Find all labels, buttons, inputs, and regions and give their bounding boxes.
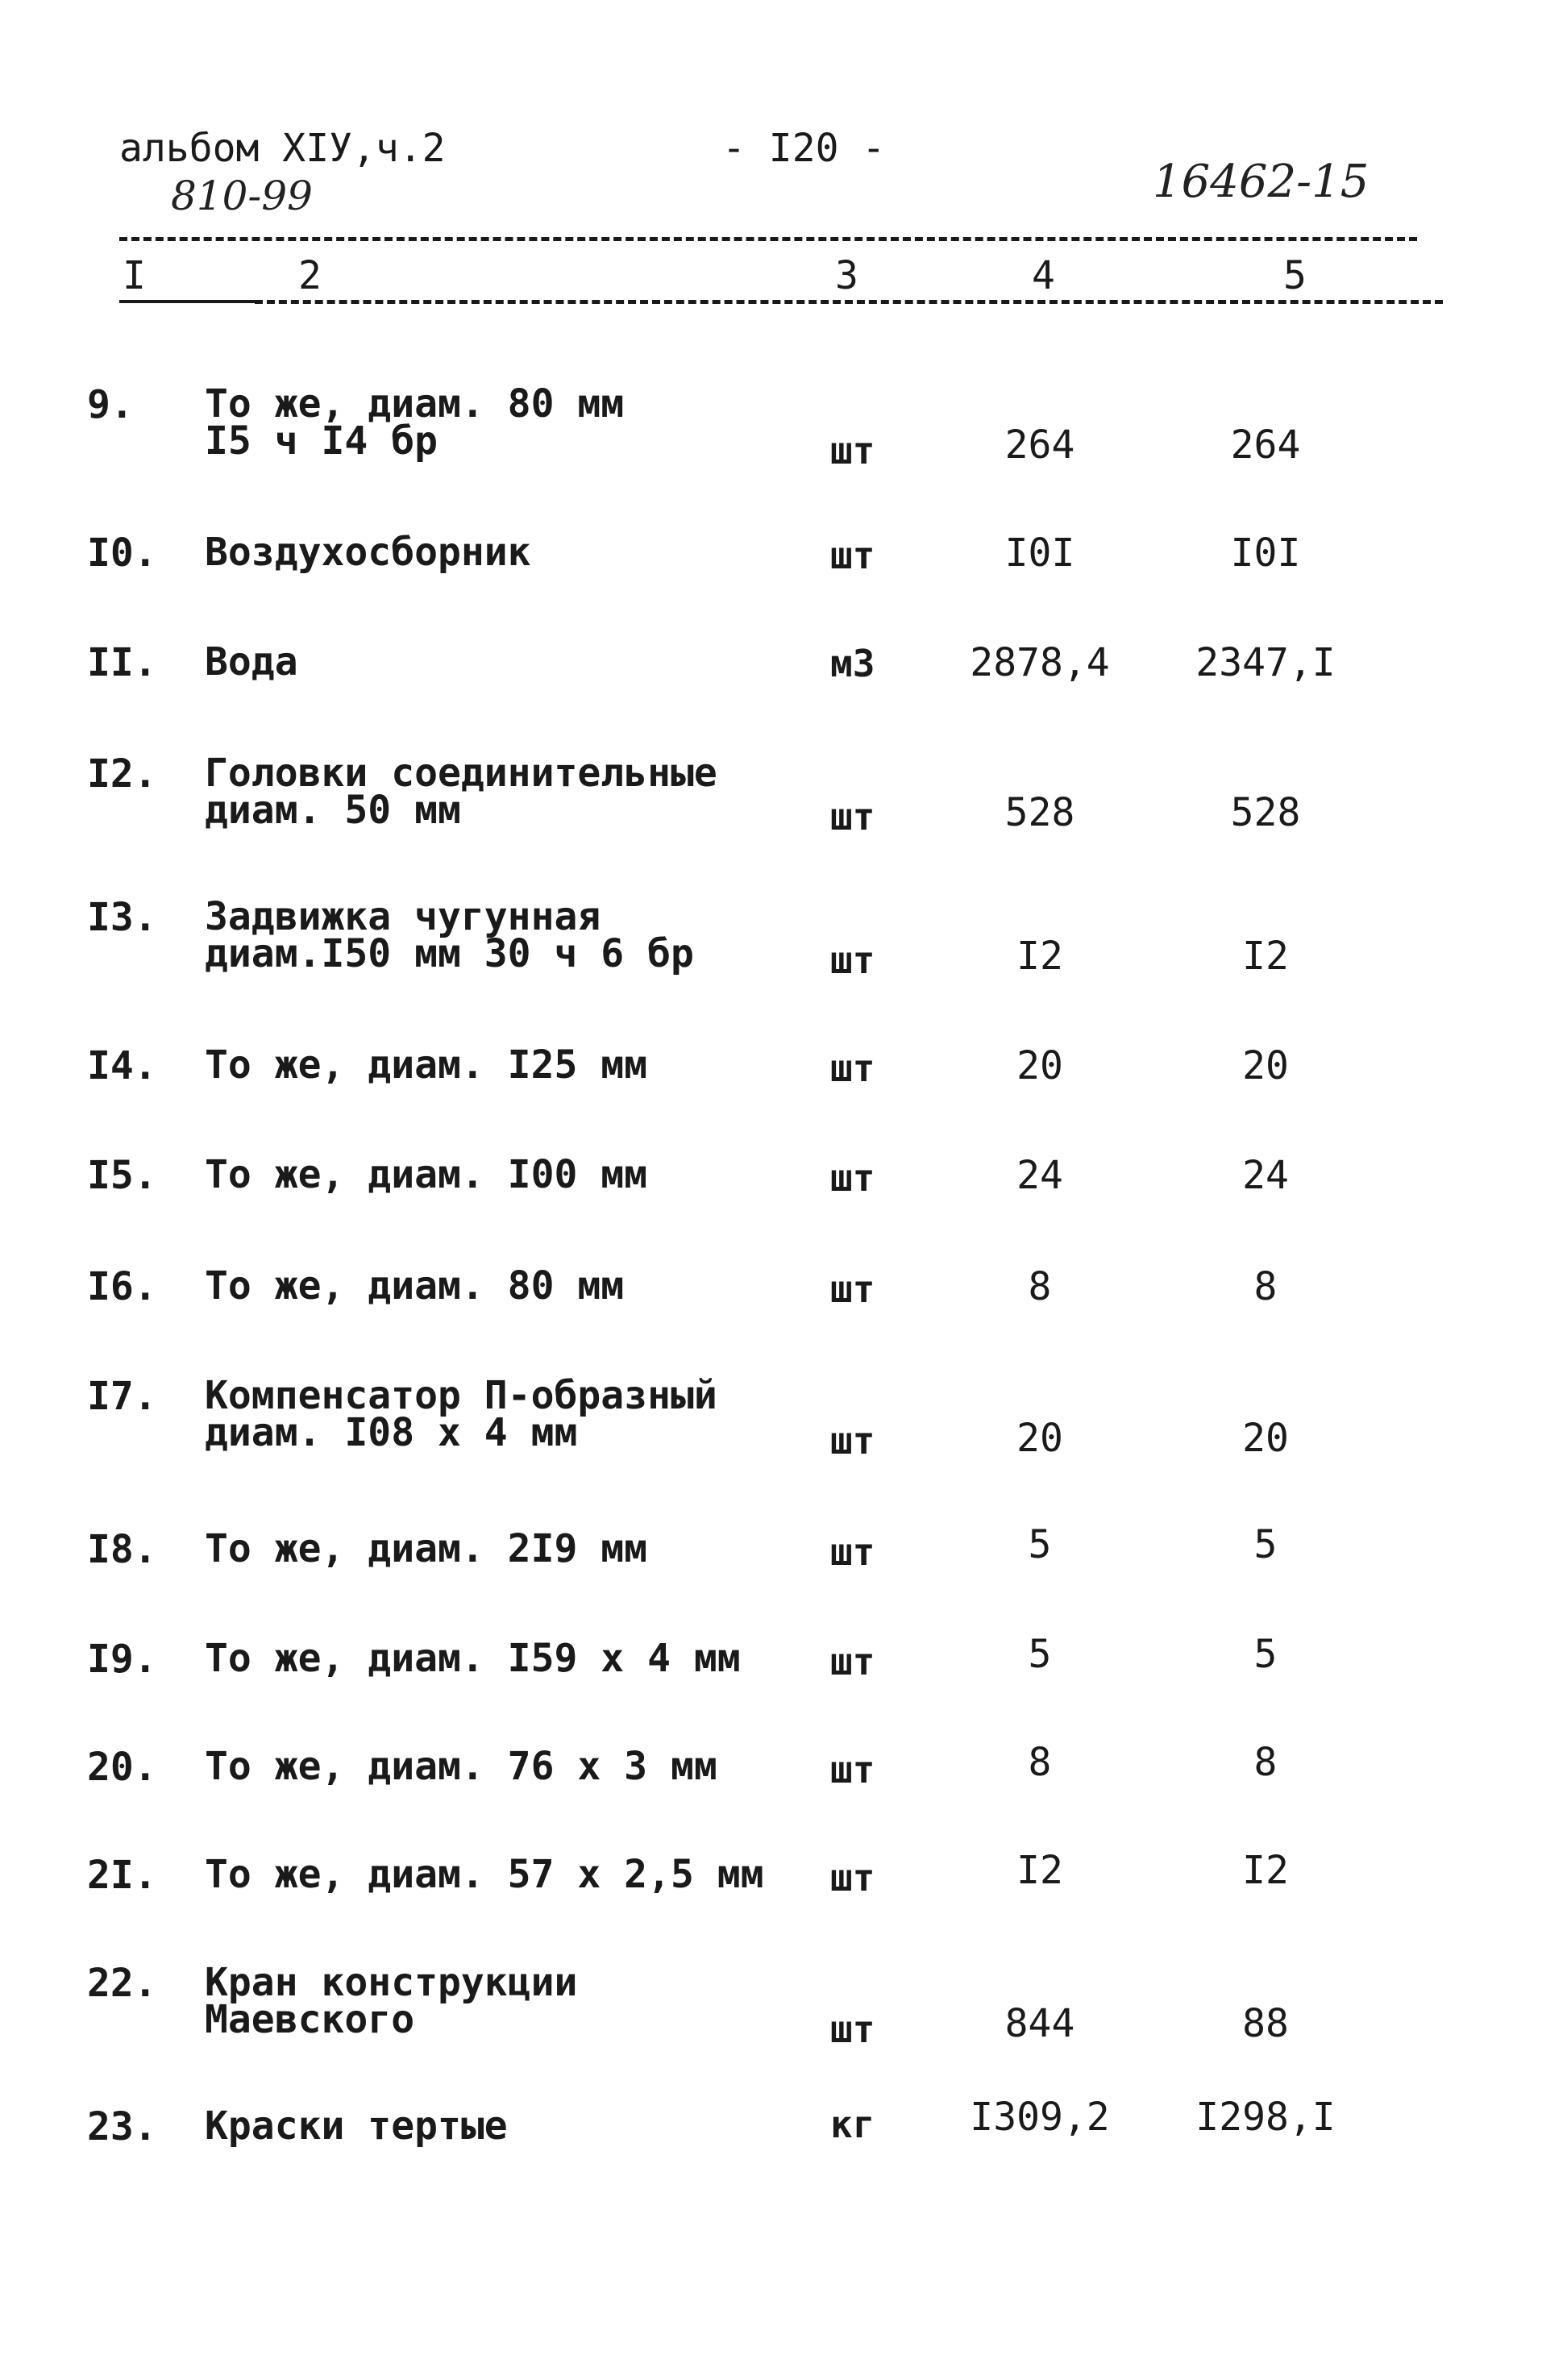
row-number: 20. bbox=[87, 1745, 157, 1790]
row-name-line: То же, диам. I25 мм bbox=[205, 1042, 648, 1088]
row-unit: шт bbox=[830, 938, 875, 982]
row-name bbox=[205, 1042, 648, 1088]
row-quantity-col4: 528 bbox=[1004, 790, 1075, 835]
row-quantity-col5: 2347,I bbox=[1195, 640, 1336, 685]
row-quantity-col5: 8 bbox=[1253, 1264, 1278, 1309]
row-quantity-col4: I0I bbox=[1004, 531, 1075, 576]
row-unit: шт bbox=[830, 1640, 875, 1683]
row-quantity-col5: 528 bbox=[1230, 790, 1301, 835]
row-number: 23. bbox=[87, 2104, 157, 2149]
row-quantity-col5: 8 bbox=[1253, 1740, 1278, 1785]
row-name-line: Головки соединительные bbox=[205, 751, 717, 796]
header-top-rule bbox=[119, 237, 1417, 241]
row-quantity-col5: I2 bbox=[1242, 1848, 1289, 1893]
row-name-line: Вода bbox=[205, 639, 298, 684]
column-header-underline bbox=[119, 300, 255, 303]
row-quantity-col4: 2878,4 bbox=[970, 640, 1110, 685]
row-quantity-col5: I0I bbox=[1230, 531, 1301, 576]
album-label: альбом XIУ,ч.2 bbox=[119, 126, 446, 171]
row-name-line: Воздухосборник bbox=[205, 530, 531, 575]
row-quantity-col4: 5 bbox=[1028, 1522, 1052, 1567]
page-number: - I20 - bbox=[722, 126, 886, 171]
row-name bbox=[205, 1960, 578, 2042]
row-name-line: диам. 50 мм bbox=[205, 788, 461, 833]
row-name-line: То же, диам. 76 х 3 мм bbox=[205, 1744, 717, 1789]
row-unit: шт bbox=[830, 1748, 875, 1791]
row-quantity-col4: 20 bbox=[1016, 1043, 1063, 1088]
row-number: I4. bbox=[87, 1043, 157, 1088]
row-unit: шт bbox=[830, 1156, 875, 1200]
row-quantity-col4: I309,2 bbox=[970, 2095, 1110, 2140]
row-name bbox=[205, 1263, 625, 1309]
row-number: I3. bbox=[87, 895, 157, 940]
row-number: 2I. bbox=[87, 1853, 157, 1898]
row-name bbox=[205, 639, 298, 684]
row-name-line: Задвижка чугунная bbox=[205, 894, 601, 939]
row-unit: кг bbox=[830, 2103, 875, 2146]
row-quantity-col5: 20 bbox=[1242, 1043, 1289, 1088]
row-name bbox=[205, 1373, 717, 1455]
header-bottom-rule bbox=[255, 300, 1443, 304]
row-quantity-col5: 88 bbox=[1242, 2001, 1289, 2046]
row-number: I5. bbox=[87, 1153, 157, 1198]
row-quantity-col4: 5 bbox=[1028, 1632, 1052, 1677]
row-name bbox=[205, 1744, 717, 1789]
row-name bbox=[205, 894, 694, 976]
row-quantity-col4: I2 bbox=[1016, 934, 1063, 979]
row-name-line: Маевского bbox=[205, 1997, 415, 2042]
row-quantity-col4: I2 bbox=[1016, 1848, 1063, 1893]
row-number: I0. bbox=[87, 531, 157, 576]
row-quantity-col4: 20 bbox=[1016, 1416, 1063, 1461]
row-unit: м3 bbox=[830, 642, 875, 685]
row-number: 9. bbox=[87, 382, 134, 427]
row-name bbox=[205, 1152, 648, 1197]
row-number: I8. bbox=[87, 1527, 157, 1572]
row-name-line: То же, диам. 57 х 2,5 мм bbox=[205, 1852, 764, 1897]
album-code: 810-99 bbox=[171, 173, 313, 219]
row-name-line: То же, диам. I59 х 4 мм bbox=[205, 1636, 741, 1681]
row-number: I7. bbox=[87, 1374, 157, 1419]
row-quantity-col4: 24 bbox=[1016, 1153, 1063, 1198]
row-quantity-col5: I298,I bbox=[1195, 2095, 1336, 2140]
column-header-5: 5 bbox=[1283, 253, 1307, 298]
row-quantity-col5: 264 bbox=[1230, 422, 1301, 468]
row-name bbox=[205, 1852, 764, 1897]
row-unit: шт bbox=[830, 534, 875, 577]
row-quantity-col4: 264 bbox=[1004, 422, 1075, 468]
row-name bbox=[205, 381, 625, 464]
row-quantity-col5: 24 bbox=[1242, 1153, 1289, 1198]
row-unit: шт bbox=[830, 1419, 875, 1463]
row-quantity-col5: 20 bbox=[1242, 1416, 1289, 1461]
row-quantity-col5: 5 bbox=[1253, 1632, 1278, 1677]
row-name-line: Кран конструкции bbox=[205, 1960, 578, 2005]
row-number: I6. bbox=[87, 1264, 157, 1309]
row-number: II. bbox=[87, 640, 157, 685]
row-name-line: I5 ч I4 бр bbox=[205, 418, 438, 464]
row-name-line: Краски тертые bbox=[205, 2103, 508, 2149]
row-name bbox=[205, 751, 717, 833]
row-quantity-col5: I2 bbox=[1242, 934, 1289, 979]
row-unit: шт bbox=[830, 1267, 875, 1311]
row-unit: шт bbox=[830, 1046, 875, 1090]
row-unit: шт bbox=[830, 2008, 875, 2051]
row-name bbox=[205, 1526, 648, 1571]
row-name-line: диам. I08 х 4 мм bbox=[205, 1410, 578, 1455]
row-unit: шт bbox=[830, 795, 875, 838]
row-number: 22. bbox=[87, 1961, 157, 2006]
row-number: I2. bbox=[87, 751, 157, 797]
document-number: 16462-15 bbox=[1153, 156, 1370, 208]
row-name-line: То же, диам. I00 мм bbox=[205, 1152, 648, 1197]
column-header-2: 2 bbox=[298, 253, 322, 298]
row-unit: шт bbox=[830, 1856, 875, 1899]
column-header-1: I bbox=[123, 253, 146, 298]
row-name-line: То же, диам. 80 мм bbox=[205, 381, 625, 426]
row-name-line: диам.I50 мм 30 ч 6 бр bbox=[205, 931, 694, 976]
row-quantity-col5: 5 bbox=[1253, 1522, 1278, 1567]
row-name bbox=[205, 530, 531, 575]
row-number: I9. bbox=[87, 1637, 157, 1682]
row-name bbox=[205, 1636, 741, 1681]
row-quantity-col4: 8 bbox=[1028, 1264, 1052, 1309]
row-quantity-col4: 844 bbox=[1004, 2001, 1075, 2046]
row-quantity-col4: 8 bbox=[1028, 1740, 1052, 1785]
row-name bbox=[205, 2103, 508, 2149]
row-unit: шт bbox=[830, 1530, 875, 1574]
column-header-4: 4 bbox=[1032, 253, 1055, 298]
row-name-line: Компенсатор П-образный bbox=[205, 1373, 717, 1418]
row-name-line: То же, диам. 2I9 мм bbox=[205, 1526, 648, 1571]
row-name-line: То же, диам. 80 мм bbox=[205, 1263, 625, 1309]
column-header-3: 3 bbox=[835, 253, 858, 298]
row-unit: шт bbox=[830, 429, 875, 472]
